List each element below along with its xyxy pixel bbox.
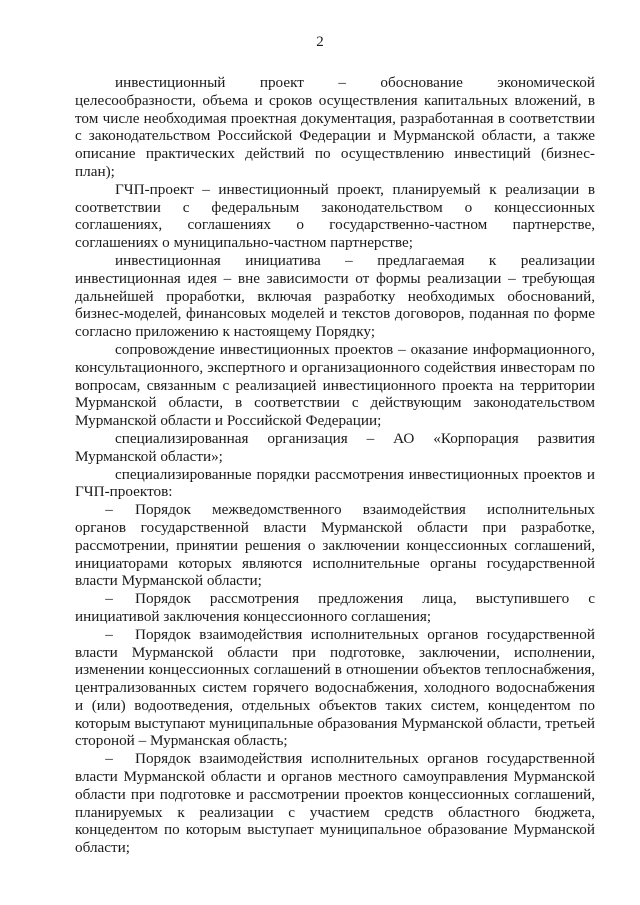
document-body xyxy=(75,74,595,857)
dash-bullet: – xyxy=(105,590,113,608)
list-item-procedure-4 xyxy=(75,750,595,857)
list-item-text: Порядок взаимодействия исполнительных органов государственной власти Мурманской области и органов местного самоуправления Мурманской области при подготовке и рассмотрении проектов концессионных соглашений, планируемых к реализации с участием средств областного бюджета, концедентом по которым выступает муниципальное образование Мурманской области; xyxy=(75,750,595,857)
list-item-text: Порядок взаимодействия исполнительных органов государственной власти Мурманской области при подготовке, заключении, исполнении, изменении концессионных соглашений в отношении объектов теплоснабжения, централизованных систем горячего водоснабжения, холодного водоснабжения и (или) водоотведения, отдельных объектов таких систем, концедентом по которым выступают муниципальные образования Мурманской области, третьей стороной – Мурманская область; xyxy=(75,625,595,750)
list-item-procedure-1 xyxy=(75,501,595,590)
paragraph-investment-initiative: инвестиционная инициатива – предлагаемая к реализации инвестиционная идея – вне зависимости от формы реализации – требующая дальнейшей проработки, включая разработку необходимых обоснований, бизнес-моделей, финансовых моделей и текстов договоров, поданная по форме согласно приложению к настоящему Порядку; xyxy=(75,251,595,341)
paragraph-specialized-organization: специализированная организация – АО «Корпорация развития Мурманской области»; xyxy=(75,429,595,465)
dash-bullet: – xyxy=(105,625,113,643)
list-item-text: Порядок межведомственного взаимодействия исполнительных органов государственной власти Мурманской области при разработке, рассмотрении, принятии решения о заключении концессионных соглашений, инициаторами которых являются исполнительные органы государственной власти Мурманской области; xyxy=(75,501,595,590)
paragraph-ppp-project: ГЧП-проект – инвестиционный проект, планируемый к реализации в соответствии с федеральным законодательством о концессионных соглашениях, соглашениях о государственно-частном партнерстве, соглашениях о муниципально-частном партнерстве; xyxy=(75,180,595,252)
paragraph-project-support: сопровождение инвестиционных проектов – оказание информационного, консультационного, экспертного и организационного содействия инвесторам по вопросам, связанным с реализацией инвестиционного проекта на территории Мурманской области, в соответствии с действующим законодательством Мурманской области и Российской Федерации; xyxy=(75,340,595,430)
paragraph-specialized-procedures: специализированные порядки рассмотрения инвестиционных проектов и ГЧП-проектов: xyxy=(75,465,595,501)
list-item-procedure-3 xyxy=(75,626,595,751)
dash-bullet: – xyxy=(105,750,113,768)
paragraph-investment-project: инвестиционный проект – обоснование экономической целесообразности, объема и сроков осуществления капитальных вложений, в том числе необходимая проектная документация, разработанная в соответствии с законодательством Российской Федерации и Мурманской области, а также описание практических действий по осуществлению инвестиций (бизнес-план); xyxy=(75,74,595,180)
list-item-procedure-2 xyxy=(75,590,595,626)
page-number: 2 xyxy=(316,34,324,50)
list-item-text: Порядок рассмотрения предложения лица, выступившего с инициативой заключения концессионного соглашения; xyxy=(75,590,595,625)
dash-bullet: – xyxy=(105,501,113,519)
